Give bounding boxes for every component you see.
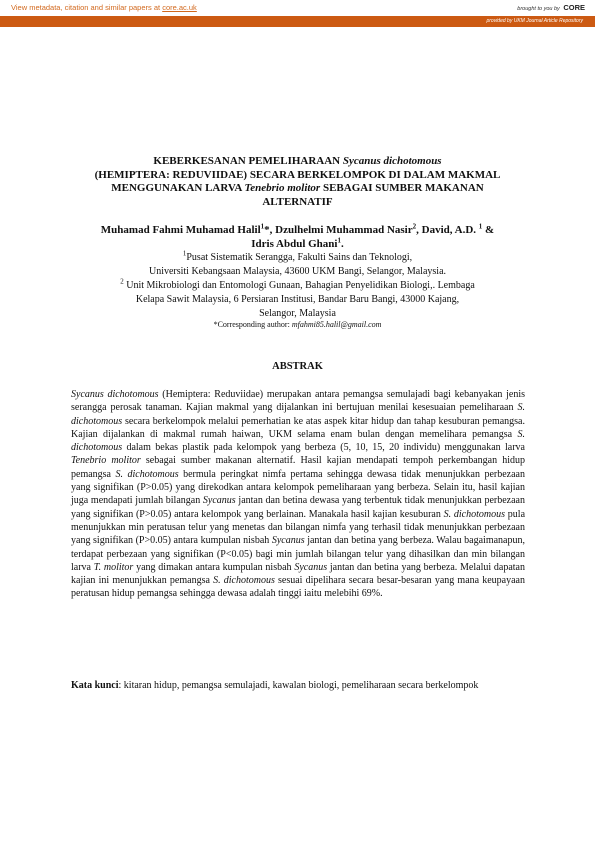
- brought-text: brought to you by: [517, 6, 560, 12]
- provider-bar: [0, 16, 595, 27]
- core-logo[interactable]: CORE: [563, 3, 585, 12]
- author-sup: 2: [412, 222, 417, 231]
- aff-text: Universiti Kebangsaan Malaysia, 43600 UKM Bangi, Selangor, Malaysia.: [148, 266, 447, 277]
- abstract-text: secara berkelompok melalui pemerhatian ke atas aspek kitar hidup dan tahap kesuburan pemangsa. Kajian dijalankan di makmal rumah haiwan, UKM selama enam bulan dengan memelihara pemangsa: [71, 415, 525, 440]
- abstract-text: (Hemiptera: Reduviidae) merupakan antara pemangsa semulajadi bagi kebanyakan jenis serangga perosak tanaman. Kajian makmal yang dijalankan ini bertujuan menilai kesesuaian pemeliharaan: [71, 389, 525, 414]
- metadata-text: View metadata, citation and similar papers at: [11, 3, 163, 12]
- brought-by: [517, 3, 585, 12]
- provided-by-text[interactable]: provided by UKM Journal Article Repository: [486, 18, 583, 24]
- species-name: S. dichotomous: [71, 428, 525, 454]
- species-name: Sycanus dichotomous: [71, 389, 159, 400]
- abstract-text: jantan dan betina yang berbeza. Melalui dapatan kajian ini menunjukkan pemangsa: [71, 561, 525, 587]
- author-sep: .: [340, 237, 344, 250]
- author-name: Muhamad Fahmi Muhamad Halil: [100, 224, 261, 236]
- keywords-text: : kitaran hidup, pemangsa semulajadi, kawalan biologi, pemeliharaan secara berkelompok: [118, 680, 479, 691]
- core-header: [0, 0, 595, 16]
- abstract-text: sebagai sumber makanan alternatif. Hasil kajian mendapati tempoh perkembangan hidup pemangsa: [71, 455, 526, 480]
- aff-sup: 1: [182, 249, 187, 258]
- title-text: KEBERKESANAN PEMELIHARAAN: [153, 155, 343, 167]
- abstract-text: dalam bekas plastik pada kelompok yang berbeza (5, 10, 15, 20 individu) menggunakan larva: [122, 442, 525, 454]
- keywords: [71, 679, 525, 692]
- author-sep: &: [482, 224, 495, 236]
- aff-text: Unit Mikrobiologi dan Entomologi Gunaan, Bahagian Penyelidikan Biologi,. Lembaga: [123, 280, 475, 291]
- species-name: Sycanus: [294, 561, 328, 573]
- affiliation-2: [70, 279, 525, 321]
- species-name: Sycanus: [202, 495, 236, 507]
- species-name: S. dichotomous: [443, 508, 506, 520]
- metadata-notice: [11, 3, 197, 12]
- title-text: MENGGUNAKAN LARVA: [111, 182, 245, 194]
- author-sup: 1: [478, 222, 483, 231]
- paper-title: [70, 155, 525, 209]
- species-name: S. dichotomous: [71, 402, 525, 427]
- author-list: [70, 224, 525, 251]
- author-sup: 1: [337, 235, 341, 244]
- species-name: Sycanus: [271, 535, 305, 547]
- author-name: Idris Abdul Ghani: [251, 237, 338, 250]
- abstract-text: yang dimakan antara kumpulan nisbah: [133, 561, 295, 573]
- aff-text: Selangor, Malaysia: [259, 308, 336, 319]
- abstract-body: [71, 388, 525, 601]
- species-name: T. molitor: [93, 561, 134, 573]
- affiliation-1: [70, 251, 525, 279]
- abstract-text: pula menunjukkan min peratusan telur yang menetas dan bilangan nimfa yang terhasil tidak menunjukkan perbezaan yang signifikan (P>0.05) antara kumpulan nisbah: [71, 508, 526, 547]
- species-name: S. dichotomous: [115, 468, 179, 480]
- author-name: Dzulhelmi Muhammad Nasir: [275, 224, 413, 236]
- abstract-heading: ABSTRAK: [272, 361, 323, 372]
- corr-label: *Corresponding author:: [213, 320, 292, 329]
- species-name: Tenebrio molitor: [71, 455, 141, 467]
- aff-text: Kelapa Sawit Malaysia, 6 Persiaran Institusi, Bandar Baru Bangi, 43000 Kajang,: [135, 294, 460, 305]
- abstract-text: bermula peringkat nimfa pertama sehingga dewasa tidak menunjukkan perbezaan yang signifikan (P>0.05) yang direkodkan antara kelompok pemeliharaan yang berbeza. Selain itu, hasil kajian juga mendapati jumlah bilangan: [71, 468, 525, 507]
- core-link[interactable]: core.ac.uk: [162, 3, 197, 12]
- title-text: (HEMIPTERA: REDUVIIDAE) SECARA BERKELOMPOK DI DALAM MAKMAL: [94, 168, 501, 181]
- abstract-text: jantan dan betina yang berbeza. Walau bagaimanapun, terdapat perbezaan yang signifikan (P<0.05) bagi min jumlah bilangan telur yang dihasilkan dan min bilangan larva: [71, 535, 525, 573]
- title-text: ALTERNATIF: [262, 195, 333, 208]
- species-name: S. dichotomous: [213, 575, 275, 587]
- keywords-label: Kata kunci: [71, 680, 119, 691]
- corr-email[interactable]: mfahmi85.halil@gmail.com: [291, 320, 382, 329]
- aff-sup: 2: [120, 277, 124, 286]
- abstract-text: sesuai dipelihara secara besar-besaran yang mana keupayaan peratusan hidup pemangsa sehingga dewasa adalah tinggi iaitu melebihi 69%.: [71, 575, 525, 600]
- title-species: Tenebrio molitor: [244, 182, 321, 194]
- aff-text: Pusat Sistematik Serangga, Fakulti Sains dan Teknologi,: [186, 252, 413, 263]
- author-sup: 1: [260, 222, 265, 231]
- abstract-text: jantan dan betina dewasa yang terbentuk tidak menunjukkan perbezaan yang signifikan (P>0.05) antara kelompok yang berlainan. Manakala hasil kajian kesuburan: [71, 495, 525, 520]
- corresponding-author: [70, 320, 525, 329]
- title-text: SEBAGAI SUMBER MAKANAN: [320, 182, 484, 194]
- title-species: Sycanus dichotomous: [342, 155, 442, 167]
- author-name: , David, A.D.: [416, 224, 479, 236]
- author-mark: *,: [264, 224, 276, 236]
